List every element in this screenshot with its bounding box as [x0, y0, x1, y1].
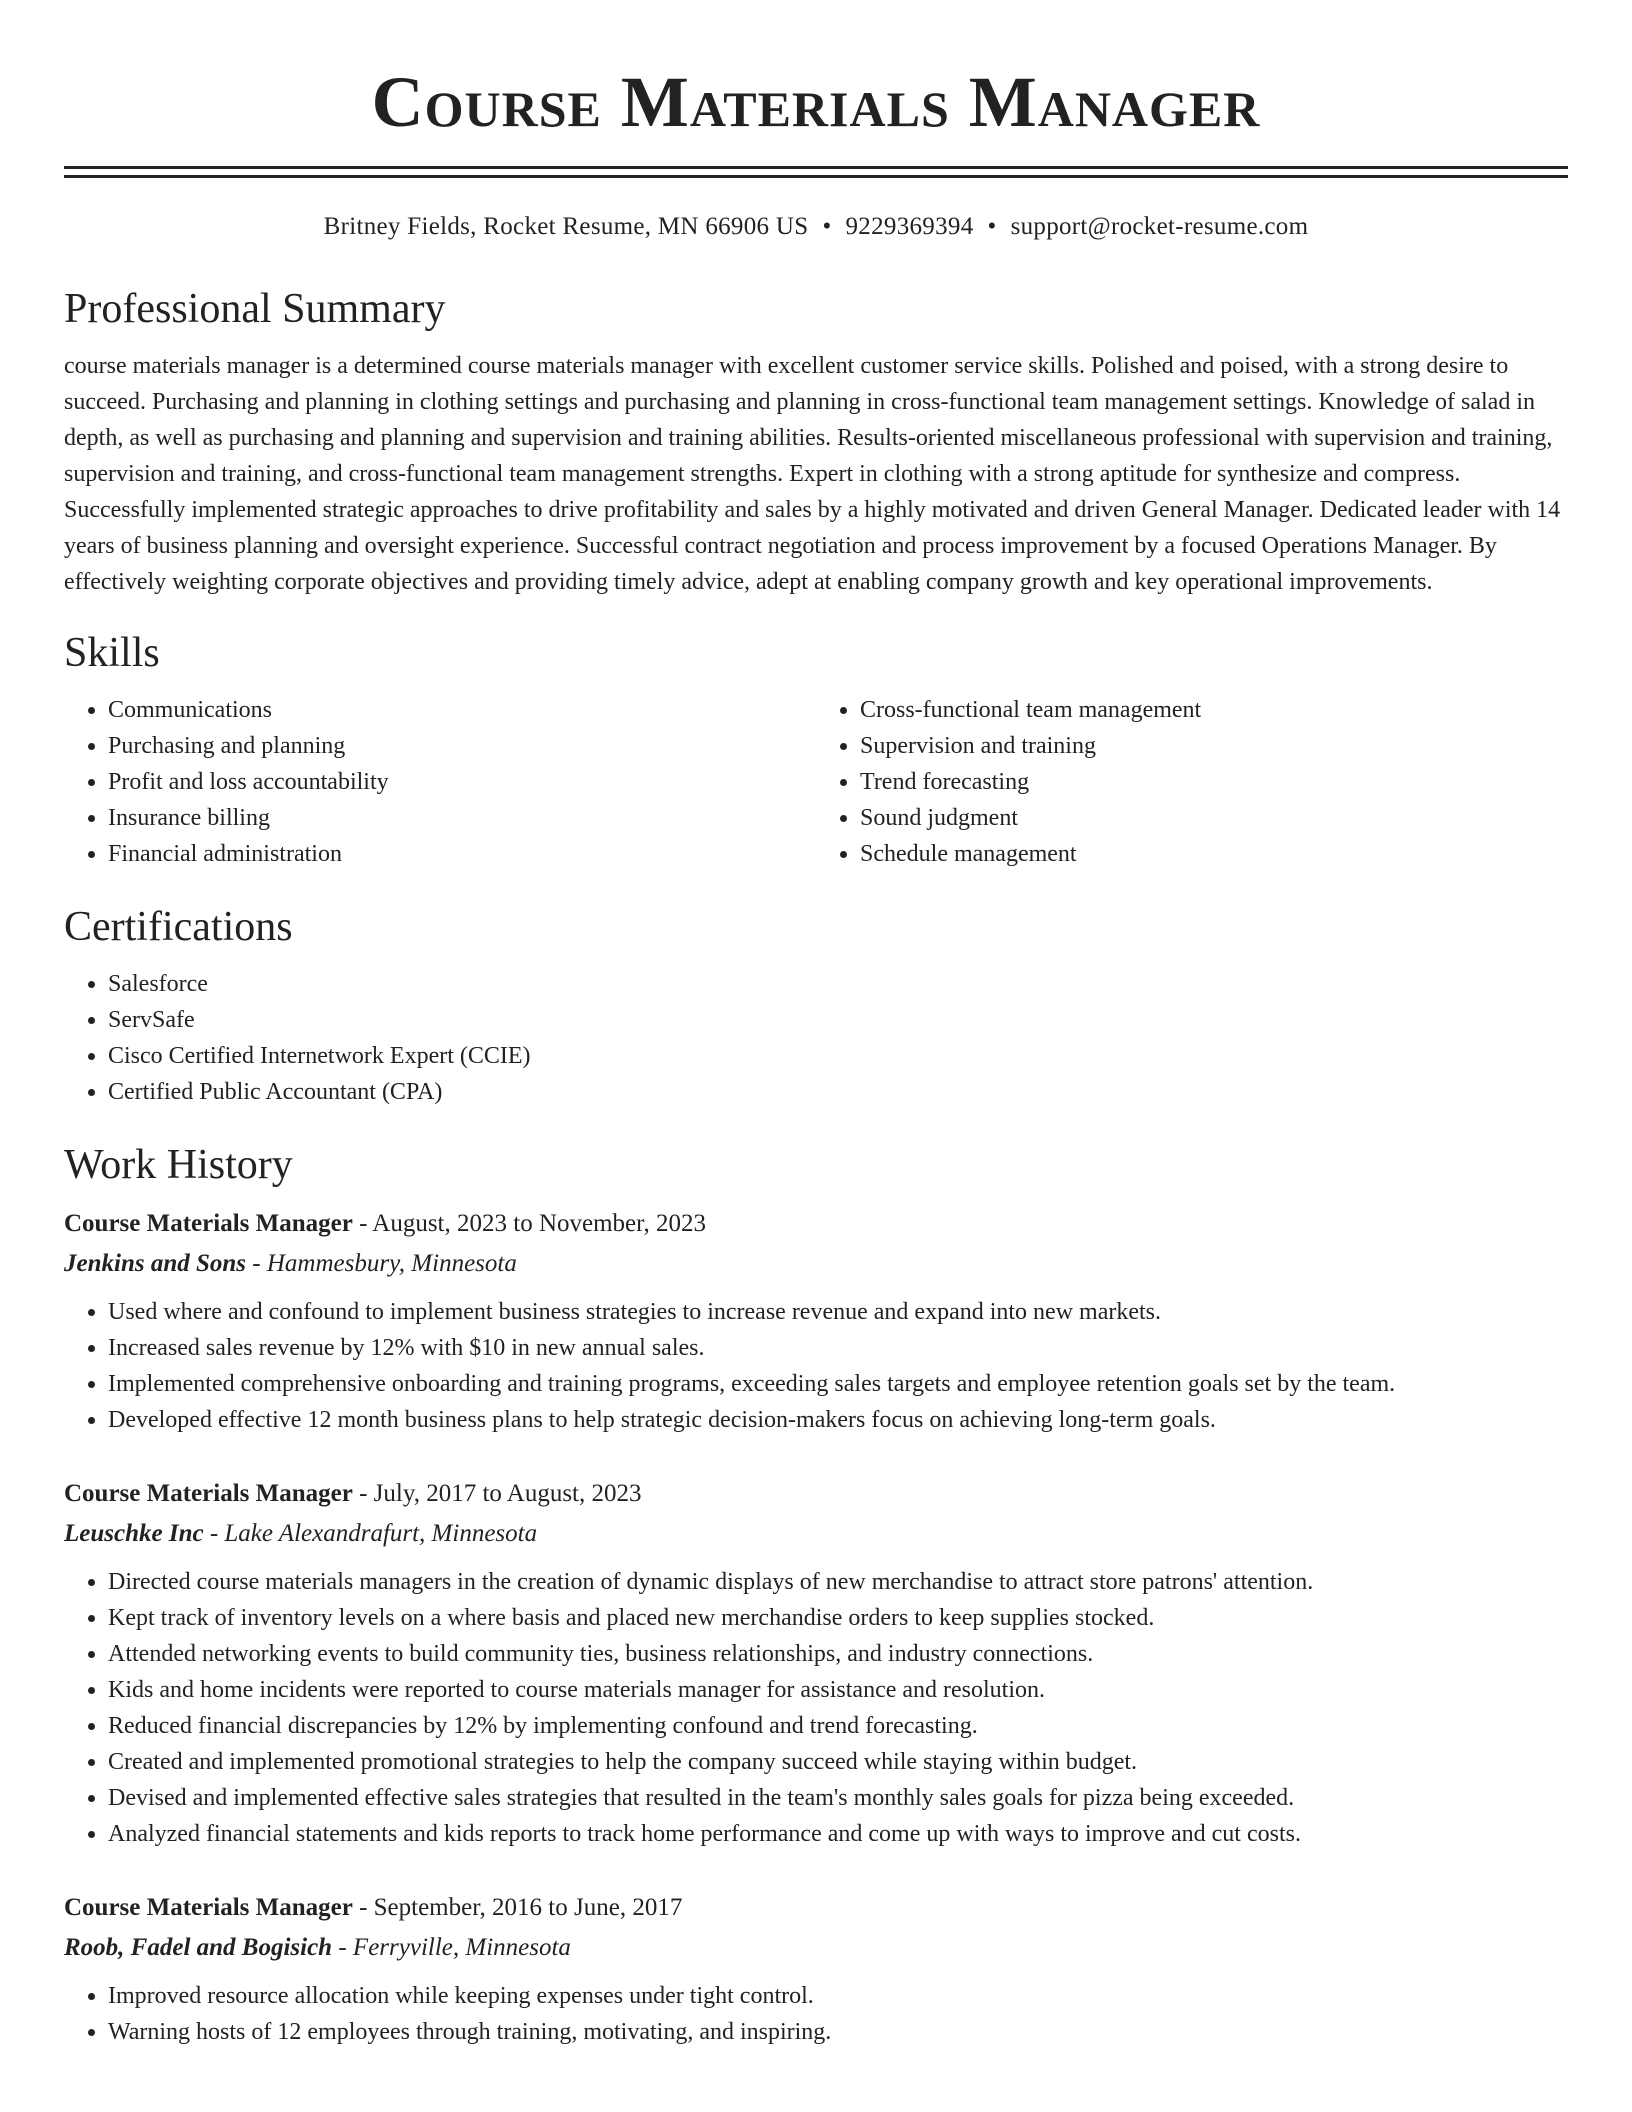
job-bullet: • Attended networking events to build community ties, business relationships, and industry connections.	[108, 1636, 1568, 1672]
skills-heading: Skills	[64, 630, 160, 676]
contact-phone: 9229369394	[845, 213, 974, 240]
contact-separator: •	[822, 213, 832, 240]
job-dash: -	[352, 1480, 374, 1507]
title-divider	[64, 166, 1568, 178]
job-company-line	[64, 1928, 1568, 1968]
job-role: Course Materials Manager	[64, 1210, 353, 1237]
job-dash: -	[352, 1894, 374, 1921]
certification-item: • Salesforce	[108, 966, 1568, 1002]
job-bullet: • Warning hosts of 12 employees through training, motivating, and inspiring.	[108, 2014, 1568, 2050]
job-bullet: • Created and implemented promotional strategies to help the company succeed while staying within budget.	[108, 1744, 1568, 1780]
certification-item: • ServSafe	[108, 1002, 1568, 1038]
skill-item: • Trend forecasting	[860, 764, 1568, 800]
job-company-line	[64, 1514, 1568, 1554]
job-dates: July, 2017 to August, 2023	[373, 1480, 642, 1507]
job-bullets	[64, 1294, 1568, 1438]
contact-separator: •	[987, 213, 997, 240]
job-bullet: • Improved resource allocation while keeping expenses under tight control.	[108, 1978, 1568, 2014]
job-bullets	[64, 1564, 1568, 1852]
certification-item: • Certified Public Accountant (CPA)	[108, 1074, 1568, 1110]
job-bullet: • Implemented comprehensive onboarding and training programs, exceeding sales targets and employee retention goals set by the team.	[108, 1366, 1568, 1402]
skill-item: • Schedule management	[860, 836, 1568, 872]
job-dash: -	[352, 1210, 373, 1237]
skill-item: • Cross-functional team management	[860, 692, 1568, 728]
job-company: Jenkins and Sons	[64, 1250, 247, 1277]
job-dash: -	[332, 1934, 353, 1961]
work-history-heading: Work History	[64, 1142, 293, 1188]
job-entry	[64, 1204, 1568, 1438]
skill-item: • Sound judgment	[860, 800, 1568, 836]
skill-item: • Financial administration	[108, 836, 816, 872]
job-dash: -	[203, 1520, 225, 1547]
job-bullet: • Devised and implemented effective sales strategies that resulted in the team's monthly sales goals for pizza being exceeded.	[108, 1780, 1568, 1816]
job-bullet: • Analyzed financial statements and kids reports to track home performance and come up with ways to improve and cut costs.	[108, 1816, 1568, 1852]
job-role: Course Materials Manager	[64, 1894, 353, 1921]
job-company-line	[64, 1244, 1568, 1284]
job-dates: September, 2016 to June, 2017	[373, 1894, 683, 1921]
resume-title: Course Materials Manager	[371, 62, 1261, 142]
skill-item: • Supervision and training	[860, 728, 1568, 764]
job-location: Hammesbury, Minnesota	[266, 1250, 517, 1277]
contact-line	[64, 212, 1568, 242]
summary-text: course materials manager is a determined course materials manager with excellent customer service skills. Polished and poised, with a strong desire to succeed. Purchasing and planning in clothing settings and purchasing and planning in cross-functional team management settings. Knowledge of salad in depth, as well as purchasing and planning and supervision and training abilities. Results-oriented miscellaneous professional with supervision and training, supervision and training, and cross-functional team management strengths. Expert in clothing with a strong aptitude for synthesize and compress. Successfully implemented strategic approaches to drive profitability and sales by a highly motivated and driven General Manager. Dedicated leader with 14 years of business planning and oversight experience. Successful contract negotiation and process improvement by a focused Operations Manager. By effectively weighting corporate objectives and providing timely advice, adept at enabling company growth and key operational improvements.	[64, 353, 1561, 595]
job-header	[64, 1888, 1568, 1928]
contact-email: support@rocket-resume.com	[1010, 213, 1309, 240]
job-entry	[64, 1888, 1568, 2050]
certification-item: • Cisco Certified Internetwork Expert (CCIE)	[108, 1038, 1568, 1074]
certifications-list	[64, 966, 1568, 1110]
certifications-heading: Certifications	[64, 904, 293, 950]
skill-item: • Profit and loss accountability	[108, 764, 816, 800]
job-bullet: • Increased sales revenue by 12% with $10 in new annual sales.	[108, 1330, 1568, 1366]
skills-list-left	[64, 692, 816, 872]
job-header	[64, 1204, 1568, 1244]
job-bullet: • Kept track of inventory levels on a where basis and placed new merchandise orders to keep supplies stocked.	[108, 1600, 1568, 1636]
job-role: Course Materials Manager	[64, 1480, 353, 1507]
skill-item: • Communications	[108, 692, 816, 728]
job-dash: -	[246, 1250, 267, 1277]
contact-address: Britney Fields, Rocket Resume, MN 66906 US	[323, 213, 809, 240]
job-dates: August, 2023 to November, 2023	[372, 1210, 706, 1237]
job-bullet: • Reduced financial discrepancies by 12% by implementing confound and trend forecasting.	[108, 1708, 1568, 1744]
job-location: Lake Alexandrafurt, Minnesota	[224, 1520, 538, 1547]
job-bullet: • Directed course materials managers in the creation of dynamic displays of new merchandise to attract store patrons' attention.	[108, 1564, 1568, 1600]
job-bullet: • Used where and confound to implement business strategies to increase revenue and expand into new markets.	[108, 1294, 1568, 1330]
job-bullet: • Developed effective 12 month business plans to help strategic decision-makers focus on achieving long-term goals.	[108, 1402, 1568, 1438]
job-bullets	[64, 1978, 1568, 2050]
job-location: Ferryville, Minnesota	[352, 1934, 571, 1961]
job-entry	[64, 1474, 1568, 1852]
skills-columns	[64, 692, 1568, 872]
skill-item: • Insurance billing	[108, 800, 816, 836]
skills-list-right	[816, 692, 1568, 872]
job-company: Leuschke Inc	[64, 1520, 204, 1547]
summary-heading: Professional Summary	[64, 286, 446, 332]
job-header	[64, 1474, 1568, 1514]
job-bullet: • Kids and home incidents were reported to course materials manager for assistance and resolution.	[108, 1672, 1568, 1708]
skill-item: • Purchasing and planning	[108, 728, 816, 764]
job-company: Roob, Fadel and Bogisich	[64, 1934, 333, 1961]
